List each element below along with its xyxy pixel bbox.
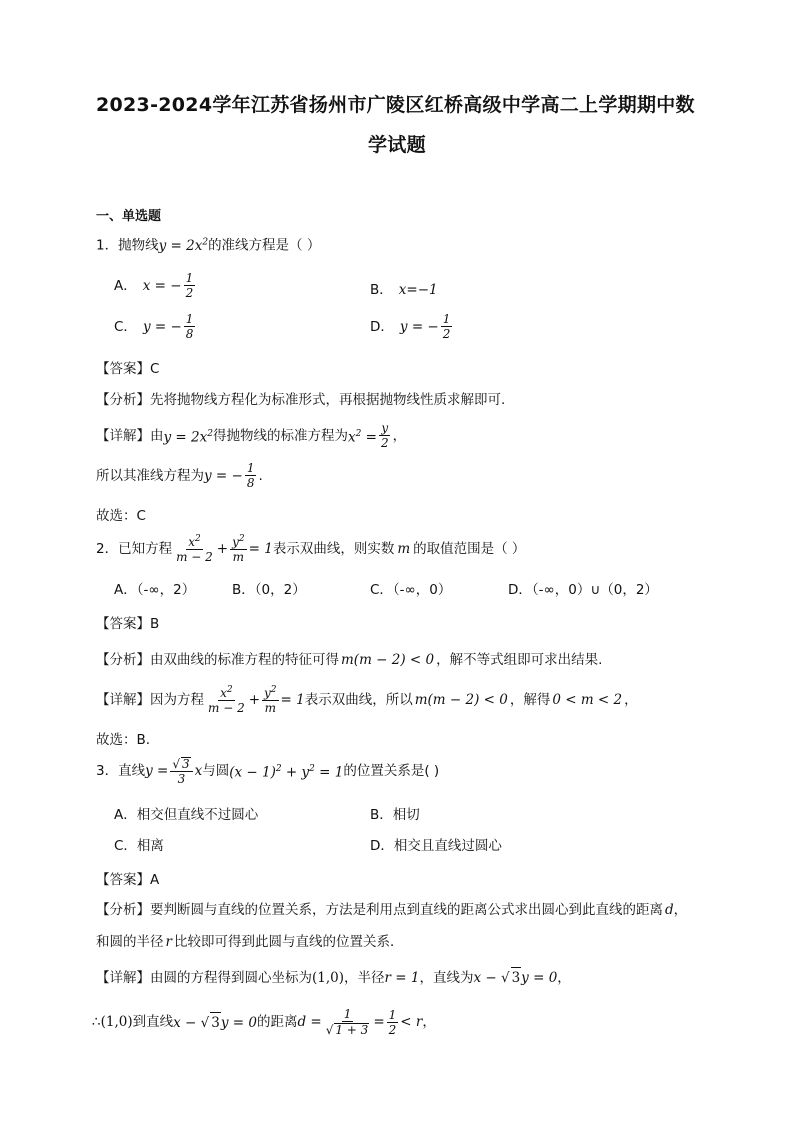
q3-option-b: B．相切 [370,807,420,823]
q1-option-c: C． y = − $\frac{1}{8}$ [114,312,194,341]
q1-answer: 【答案】C [96,361,160,377]
q1-detail-2: 所以其准线方程为 y = − $\frac{1}{8}$ . [96,461,263,490]
q1-stem-post: 的准线方程是（ ） [208,237,321,254]
q3-analysis-line-1: 【分析】要判断圆与直线的位置关系，方法是利用点到直线的距离公式求出圆心到此直线的距离 d， [96,902,688,918]
q1-stem [96,232,320,256]
q1-stem-pre: 1．抛物线 [96,237,159,254]
q2-option-a: A．（-∞，2） [114,582,196,598]
q2-answer: 【答案】B [96,616,160,632]
q3-detail-2: ∴ (1,0) 到直线 x − √ 3y = 0 的距离 d = $\frac{1}{√ 1 + 3}$ = $\frac{1}{2}$ < r ， [92,1007,436,1037]
q3-option-c: C．相离 [114,838,164,854]
q2-detail: 【详解】 因为方程 $\frac{x^2}{m - 2}$ + $\frac{y^2}{m}$ = 1 表示双曲线，所以 m(m − 2) < 0 ，解得 0 < m < 2 ， [96,685,638,715]
q1-eq: $y = 2x^2$ [158,237,209,254]
q1-option-c-label: C． [114,318,137,335]
q3-stem: 3．直线 y = $\frac{√ 3}{3}$ x 与圆 $(x - 1)^2 + y^2 = 1$ 的位置关系是( ) [96,757,440,786]
q2-conclusion: 故选：B. [96,732,151,748]
q1-option-b-label: B． [370,282,393,298]
q1-conclusion: 故选：C [96,508,146,524]
q3-answer: 【答案】A [96,872,160,888]
q2-option-b: B．（0，2） [232,582,306,598]
q1-option-d-label: D． [370,318,394,335]
q1-option-a-label: A． [114,277,137,294]
q1-detail: 【详解】 由 $y = 2x^2$ 得抛物线的标准方程为 $x^2$ = $\frac{y}{2}$ ， [96,421,407,450]
page-title-line-1: 2023-2024学年江苏省扬州市广陵区红桥高级中学高二上学期期中数 [96,94,695,116]
page-title-line-2: 学试题 [368,134,426,156]
q3-option-a: A．相交但直线不过圆心 [114,807,259,823]
q1-option-b: B． x=−1 [370,282,438,298]
q2-stem: 2．已知方程 $\frac{x^2}{m - 2}$ + $\frac{y^2}{m}$ = 1 表示双曲线，则实数 m 的取值范围是（ ） [96,534,526,564]
q3-detail: 【详解】 由圆的方程得到圆心坐标为 (1,0) ，半径 r = 1 ，直线为 x − √ 3y = 0 ， [96,967,571,988]
section-heading: 一、单选题 [96,209,162,224]
q3-analysis-line-2: 和圆的半径 r 比较即可得到此圆与直线的位置关系． [96,934,404,950]
q2-analysis: 【分析】 由双曲线的标准方程的特征可得 m(m − 2) < 0 ，解不等式组即可求出结果. [96,652,603,668]
q1-option-d: D． y = − $\frac{1}{2}$ [370,312,451,341]
q3-option-d: D．相交且直线过圆心 [370,838,502,854]
q2-option-d: D．（-∞，0）∪（0，2） [508,582,658,598]
q1-option-a: A． x = − $\frac{1}{2}$ [114,271,194,300]
q1-analysis: 【分析】先将抛物线方程化为标准形式，再根据抛物线性质求解即可. [96,392,506,408]
q2-option-c: C．（-∞，0） [370,582,452,598]
